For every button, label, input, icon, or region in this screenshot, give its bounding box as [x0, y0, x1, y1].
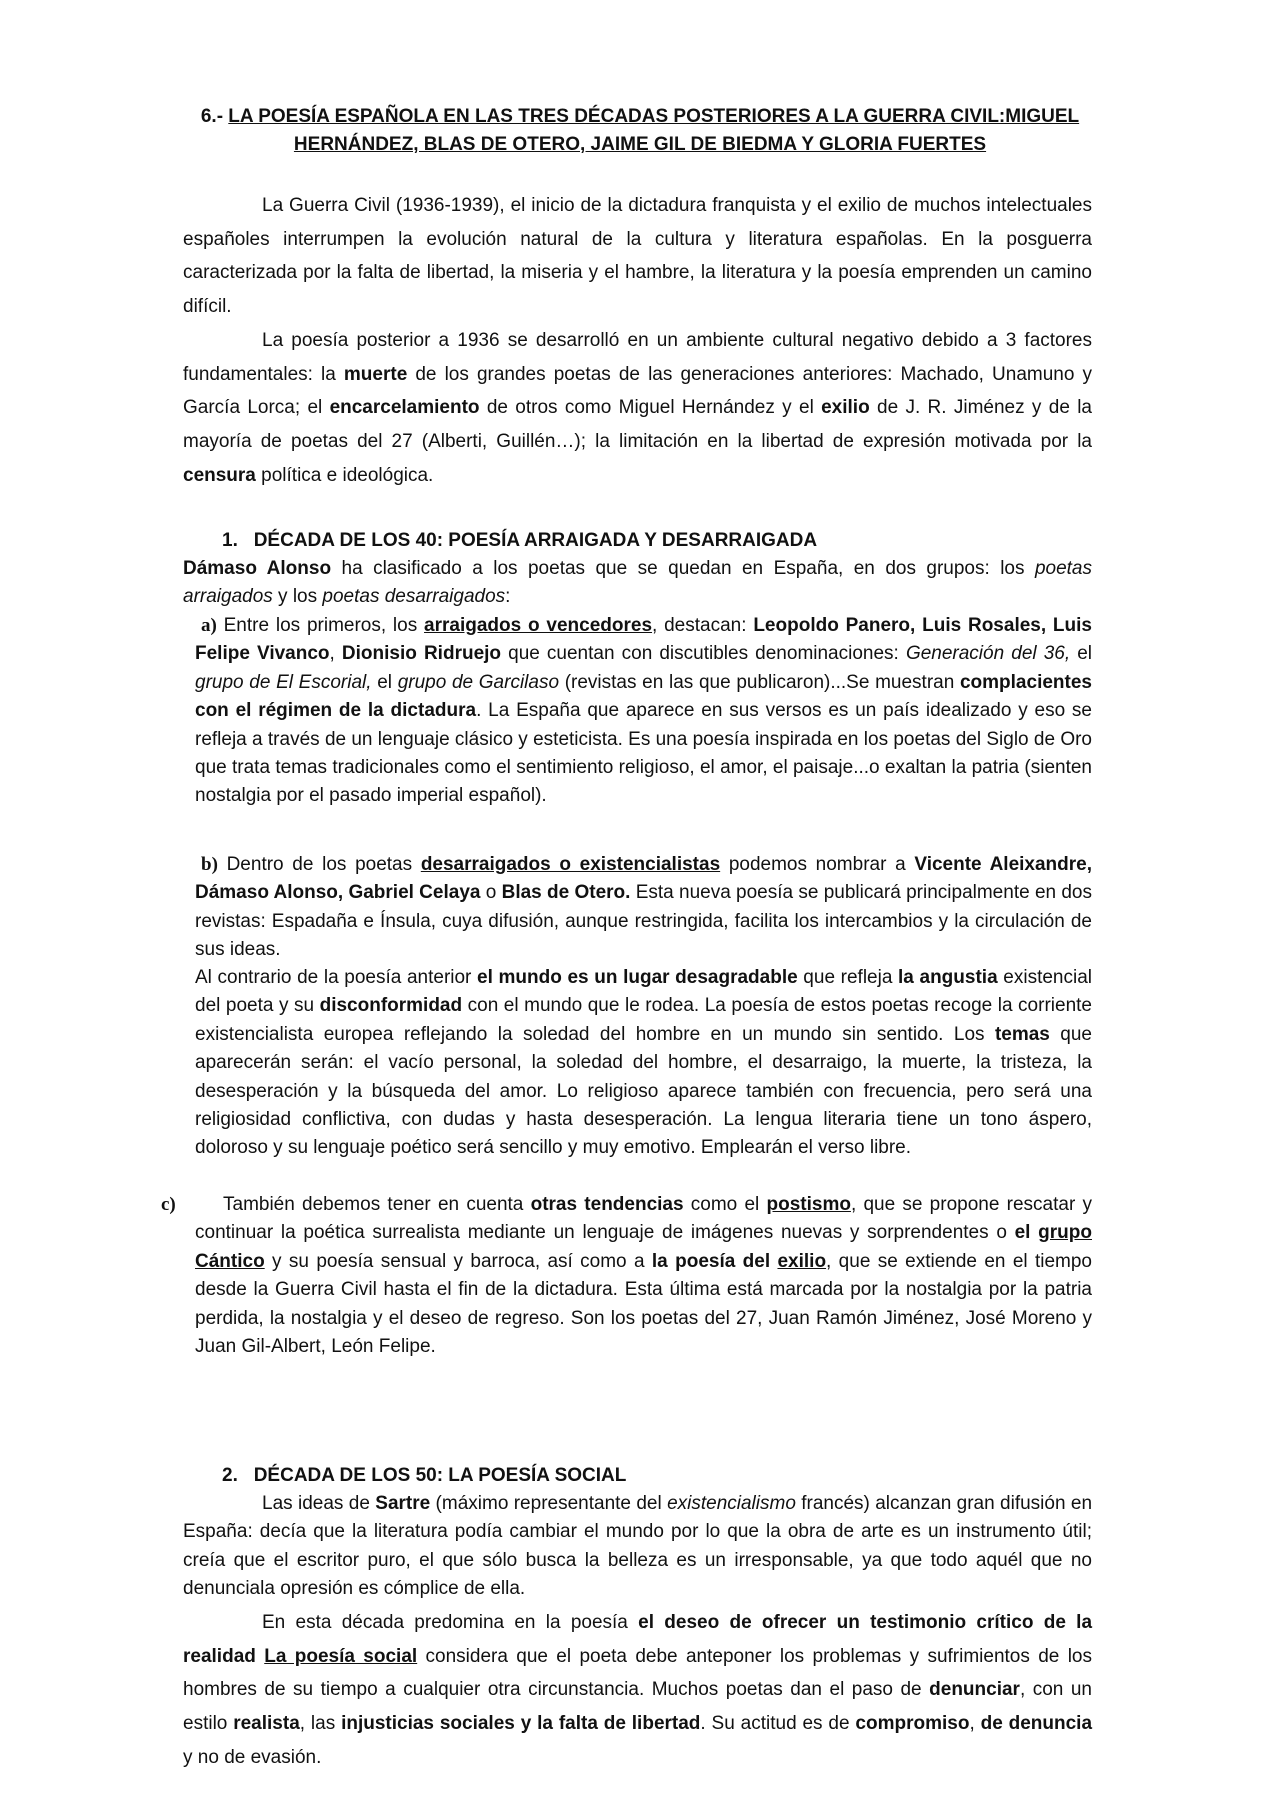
- section-1-item-b: b) Dentro de los poetas desarraigados o existencialistas podemos nombrar a Vicente Aleixandre, Dámaso Alonso, Gabriel Celaya o Blas de Otero. Esta nueva poesía se publicará principalmente en dos revistas: Espadaña e Ínsula, cuya difusión, aunque restringida, facilita los intercambios y la circulación de sus ideas.: [195, 854, 1093, 961]
- section-1-item-a: a) Entre los primeros, los arraigados o vencedores, destacan: Leopoldo Panero, Luis Rosales, Luis Felipe Vivanco, Dionisio Ridruejo que cuentan con discutibles denominaciones: Generación del 36, el grupo de El Escorial, el grupo de Garcilaso (revistas en las que publicaron)...Se muestran complacientes con el régimen de la dictadura. La España que aparece en sus versos es un país idealizado y eso se refleja a través de un lenguaje clásico y esteticista. Es una poesía inspirada en los poetas del Siglo de Oro que trata temas tradicionales como el sentimiento religioso, el amor, el paisaje...o exaltan la patria (sienten nostalgia por el pasado imperial español).: [195, 615, 1093, 807]
- section-1-item-c: También debemos tener en cuenta otras tendencias como el postismo, que se propone rescatar y continuar la poética surrealista mediante un lenguaje de imágenes nuevas y sorprendentes o el grupo Cántico y su poesía sensual y barroca, así como a la poesía del exilio, que se extiende en el tiempo desde la Guerra Civil hasta el fin de la dictadura. Esta última está marcada por la nostalgia por la patria perdida, la nostalgia y el deseo de regreso. Son los poetas del 27, Juan Ramón Jiménez, José Moreno y Juan Gil-Albert, León Felipe.: [195, 1194, 1092, 1358]
- title-line-2: HERNÁNDEZ, BLAS DE OTERO, JAIME GIL DE BIEDMA Y GLORIA FUERTES: [293, 134, 987, 155]
- section-1-title: DÉCADA DE LOS 40: POESÍA ARRAIGADA Y DESARRAIGADA: [253, 530, 818, 551]
- section-1-number: 1.: [222, 530, 238, 551]
- section-2-paragraph-1: Las ideas de Sartre (máximo representante del existencialismo francés) alcanzan gran difusión en España: decía que la literatura podía cambiar el mundo por lo que la obra de arte es un instrumento útil; creía que el escritor puro, el que sólo busca la belleza es un irresponsable, ya que todo aquél que no denunciala opresión es cómplice de ella.: [183, 1493, 1093, 1600]
- section-2-heading: [222, 1462, 626, 1490]
- section-1-heading: [222, 527, 817, 555]
- title-line-1: LA POESÍA ESPAÑOLA EN LAS TRES DÉCADAS POSTERIORES A LA GUERRA CIVIL:MIGUEL: [228, 106, 1080, 127]
- document-title: [160, 103, 1120, 159]
- section-1-item-b-paragraph-2: Al contrario de la poesía anterior el mundo es un lugar desagradable que refleja la angustia existencial del poeta y su disconformidad con el mundo que le rodea. La poesía de estos poetas recoge la corriente existencialista europea reflejando la soledad del hombre en un mundo sin sentido. Los temas que aparecerán serán: el vacío personal, la soledad del hombre, el desarraigo, la muerte, la tristeza, la desesperación y la búsqueda del amor. Lo religioso aparece también con frecuencia, pero será una religiosidad conflictiva, con dudas y hasta desesperación. La lengua literaria tiene un tono áspero, doloroso y su lenguaje poético será sencillo y muy emotivo. Emplearán el verso libre.: [195, 967, 1093, 1159]
- item-a-marker: a): [201, 615, 217, 636]
- section-2-number: 2.: [222, 1465, 238, 1486]
- item-c-marker: c): [161, 1194, 176, 1215]
- section-2-paragraph-2: En esta década predomina en la poesía el deseo de ofrecer un testimonio crítico de la realidad La poesía social considera que el poeta debe anteponer los problemas y sufrimientos de los hombres de su tiempo a cualquier otra circunstancia. Muchos poetas dan el paso de denunciar, con un estilo realista, las injusticias sociales y la falta de libertad. Su actitud es de compromiso, de denuncia y no de evasión.: [183, 1612, 1093, 1768]
- title-number: 6.-: [200, 106, 229, 127]
- item-b-marker: b): [201, 854, 218, 875]
- intro-paragraph-2: La poesía posterior a 1936 se desarrolló en un ambiente cultural negativo debido a 3 factores fundamentales: la muerte de los grandes poetas de las generaciones anteriores: Machado, Unamuno y García Lorca; el encarcelamiento de otros como Miguel Hernández y el exilio de J. R. Jiménez y de la mayoría de poetas del 27 (Alberti, Guillén…); la limitación en la libertad de expresión motivada por la censura política e ideológica.: [183, 330, 1093, 486]
- section-2-title: DÉCADA DE LOS 50: LA POESÍA SOCIAL: [253, 1465, 627, 1486]
- section-1-lead: Dámaso Alonso ha clasificado a los poetas que se quedan en España, en dos grupos: los poetas arraigados y los poetas desarraigados:: [183, 558, 1092, 608]
- intro-paragraph-1: La Guerra Civil (1936-1939), el inicio de la dictadura franquista y el exilio de muchos intelectuales españoles interrumpen la evolución natural de la cultura y literatura españolas. En la posguerra caracterizada por la falta de libertad, la miseria y el hambre, la literatura y la poesía emprenden un camino difícil.: [183, 195, 1092, 318]
